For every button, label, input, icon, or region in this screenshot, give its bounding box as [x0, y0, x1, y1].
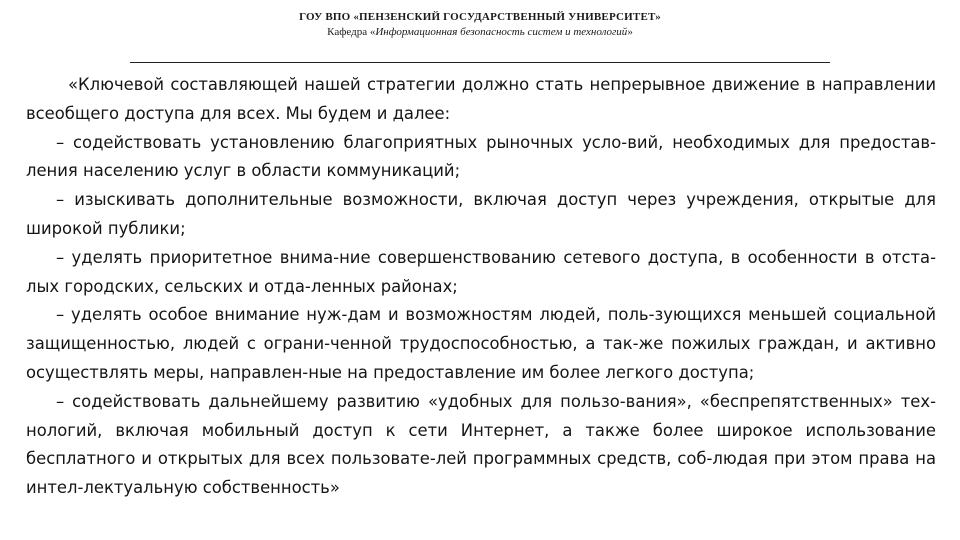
- list-item: – содействовать установлению благоприятных рыночных усло-вий, необходимых для предостав-ления населению услуг в области коммуникаций;: [26, 132, 936, 181]
- list-item: – изыскивать дополнительные возможности, включая доступ через учреждения, открытые для широкой публики;: [26, 190, 936, 238]
- intro-paragraph: «Ключевой составляющей нашей стратегии должно стать непрерывное движение в направлении всеобщего доступа для всех. Мы будем и далее:: [26, 75, 936, 123]
- department-suffix: »: [627, 26, 633, 38]
- department-prefix: Кафедра «: [327, 26, 376, 38]
- header-divider: [130, 62, 830, 63]
- list-item: – содействовать дальнейшему развитию «удобных для пользо-вания», «беспрепятственных» тех-нологий, включая мобильный доступ к сети Интернет, а также более широкое использование бесплатного и открытых для всех пользовате-лей программных средств, соб-людая при этом права на интел-лектуальную собственность»: [26, 391, 936, 498]
- university-name: ГОУ ВПО «ПЕНЗЕНСКИЙ ГОСУДАРСТВЕННЫЙ УНИВЕРСИТЕТ»: [299, 11, 661, 23]
- department-name: Информационная безопасность систем и технологий: [375, 26, 628, 38]
- department-line: [0, 25, 960, 40]
- list-item: – уделять особое внимание нуж-дам и возможностям людей, поль-зующихся меньшей социальной защищенностью, людей с ограни-ченной трудоспособностью, а так-же пожилых граждан, и активно осуществлять меры, направлен-ные на предоставление им более легкого доступа;: [26, 305, 936, 382]
- list-item: – уделять приоритетное внима-ние совершенствованию сетевого доступа, в особенности в отста-лых городских, сельских и отда-ленных районах;: [26, 247, 936, 296]
- quote-body: [26, 71, 936, 503]
- document-header: [0, 10, 960, 40]
